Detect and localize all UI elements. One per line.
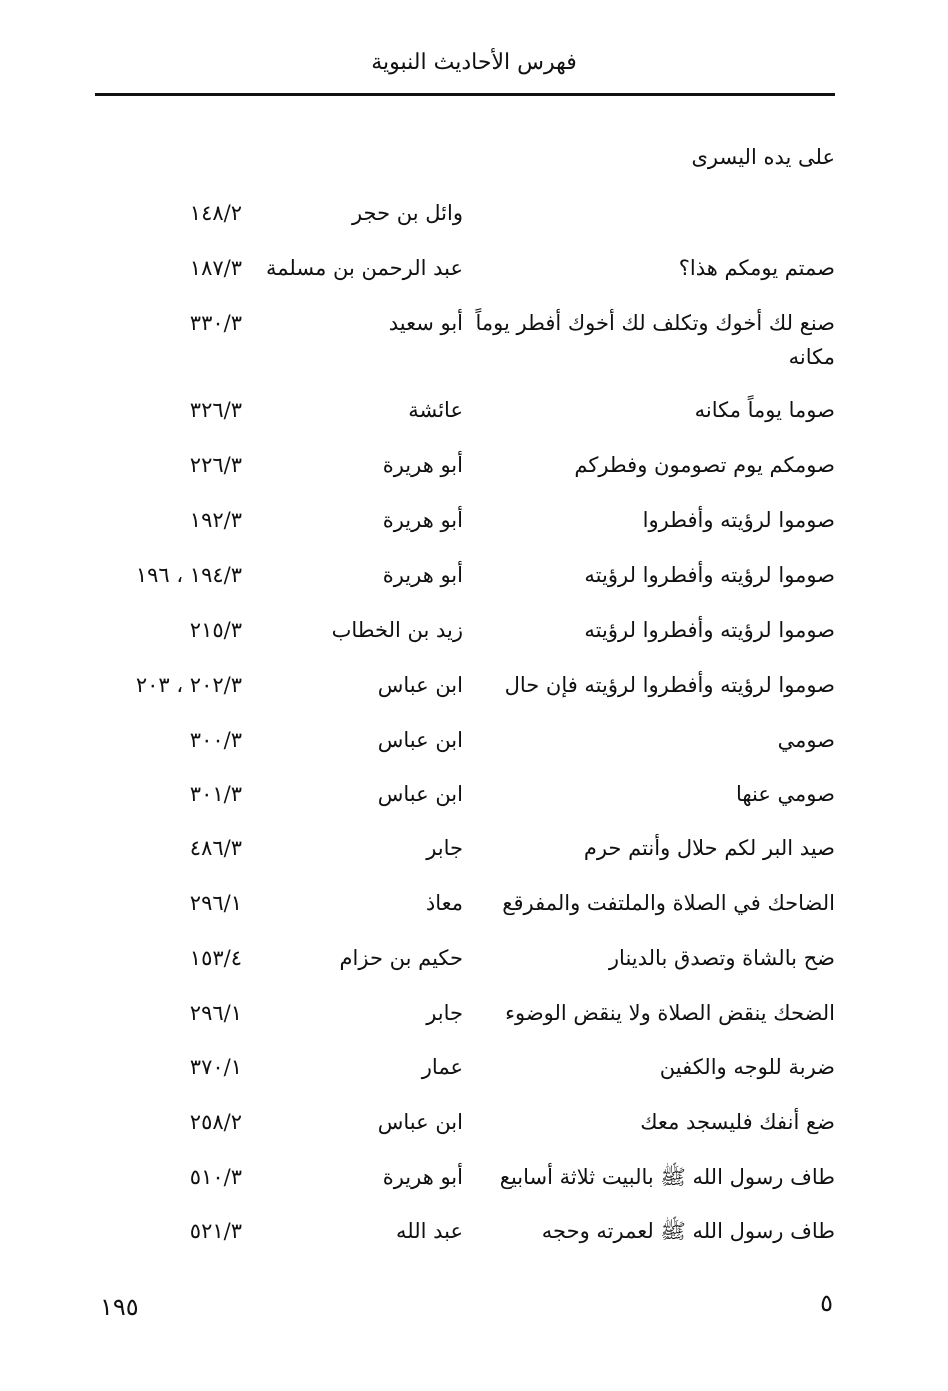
narrator-name: حكيم بن حزام [339,946,463,970]
narrator-name: عبد الرحمن بن مسلمة [265,256,463,280]
narrator-name: جابر [426,836,463,860]
hadith-text: صمتم يومكم هذا؟ [678,256,835,280]
index-entry [0,393,948,433]
narrator-name: أبو هريرة [382,1165,463,1189]
volume-page-ref: ٣٠١/٣ [189,782,242,806]
narrator-name: معاذ [425,891,463,915]
hadith-text: صومكم يوم تصومون وفطركم [574,453,835,477]
index-entry [0,196,948,236]
volume-page-ref: ٢٩٦/١ [189,891,242,915]
hadith-text: صوما يوماً مكانه [694,398,835,422]
index-entry [0,448,948,488]
index-entry [0,777,948,817]
volume-page-ref: ١٩٤/٣ ، ١٩٦ [135,563,242,587]
narrator-name: أبو هريرة [382,453,463,477]
volume-page-ref: ١٥٣/٤ [189,946,242,970]
volume-page-ref: ٢٩٦/١ [189,1001,242,1025]
volume-page-ref: ١٩٢/٣ [189,508,242,532]
hadith-text: الضحك ينقض الصلاة ولا ينقض الوضوء [505,1001,835,1025]
narrator-name: أبو هريرة [382,508,463,532]
volume-page-ref: ٣٢٦/٣ [189,398,242,422]
hadith-text: صوموا لرؤيته وأفطروا لرؤيته [584,563,835,587]
index-entry [0,1214,948,1254]
narrator-name: عبد الله [395,1219,463,1243]
hadith-text: صيد البر لكم حلال وأنتم حرم [583,836,835,860]
hadith-text: طاف رسول الله ﷺ بالبيت ثلاثة أسابيع [499,1165,835,1189]
hadith-text: صومي عنها [735,782,835,806]
hadith-text: ضح بالشاة وتصدق بالدينار [608,946,835,970]
volume-page-ref: ٥٢١/٣ [189,1219,242,1243]
narrator-name: عمار [421,1055,463,1079]
volume-page-ref: ١٨٧/٣ [189,256,242,280]
hadith-text: صومي [777,728,835,752]
page-number: ١٩٥ [100,1293,139,1321]
index-entry [0,503,948,543]
page-header-title: فهرس الأحاديث النبوية [371,50,577,75]
signature-mark: ٥ [820,1289,833,1317]
volume-page-ref: ٣٣٠/٣ [189,311,242,335]
narrator-name: ابن عباس [377,782,463,806]
index-entry [0,831,948,871]
narrator-name: ابن عباس [377,673,463,697]
volume-page-ref: ٢٥٨/٢ [189,1110,242,1134]
narrator-name: زيد بن الخطاب [331,618,463,642]
volume-page-ref: ٢٢٦/٣ [189,453,242,477]
narrator-name: ابن عباس [377,1110,463,1134]
index-entry [0,1160,948,1200]
volume-page-ref: ٣٧٠/١ [189,1055,242,1079]
index-entry [0,668,948,708]
index-entry [0,613,948,653]
narrator-name: أبو هريرة [382,563,463,587]
volume-page-ref: ١٤٨/٢ [189,201,242,225]
index-entry [0,723,948,763]
index-entry [0,1105,948,1145]
hadith-text: ضربة للوجه والكفين [659,1055,835,1079]
hadith-text: ضع أنفك فليسجد معك [640,1110,835,1134]
narrator-name: عائشة [408,398,463,422]
narrator-name: جابر [426,1001,463,1025]
index-entry [0,886,948,926]
index-entry [0,1050,948,1090]
hadith-text: طاف رسول الله ﷺ لعمرته وحجه [541,1219,835,1243]
hadith-text: صوموا لرؤيته وأفطروا [642,508,835,532]
index-entry [0,306,948,376]
narrator-name: وائل بن حجر [351,201,463,225]
volume-page-ref: ٤٨٦/٣ [189,836,242,860]
hadith-text: الضاحك في الصلاة والملتفت والمفرقع [502,891,835,915]
hadith-text: صوموا لرؤيته وأفطروا لرؤيته [584,618,835,642]
index-entry [0,941,948,981]
narrator-name: ابن عباس [377,728,463,752]
volume-page-ref: ٢١٥/٣ [189,618,242,642]
index-entry [0,558,948,598]
hadith-text: صنع لك أخوك وتكلف لك أخوك أفطر يوماً مكانه [475,311,835,369]
volume-page-ref: ٥١٠/٣ [189,1165,242,1189]
index-entry [0,996,948,1036]
hadith-text: على يده اليسرى [691,145,835,169]
volume-page-ref: ٣٠٠/٣ [189,728,242,752]
hadith-text: صوموا لرؤيته وأفطروا لرؤيته فإن حال [504,673,835,697]
narrator-name: أبو سعيد [388,311,463,335]
index-entry [0,251,948,291]
volume-page-ref: ٢٠٢/٣ ، ٢٠٣ [135,673,242,697]
index-entry [0,140,948,180]
